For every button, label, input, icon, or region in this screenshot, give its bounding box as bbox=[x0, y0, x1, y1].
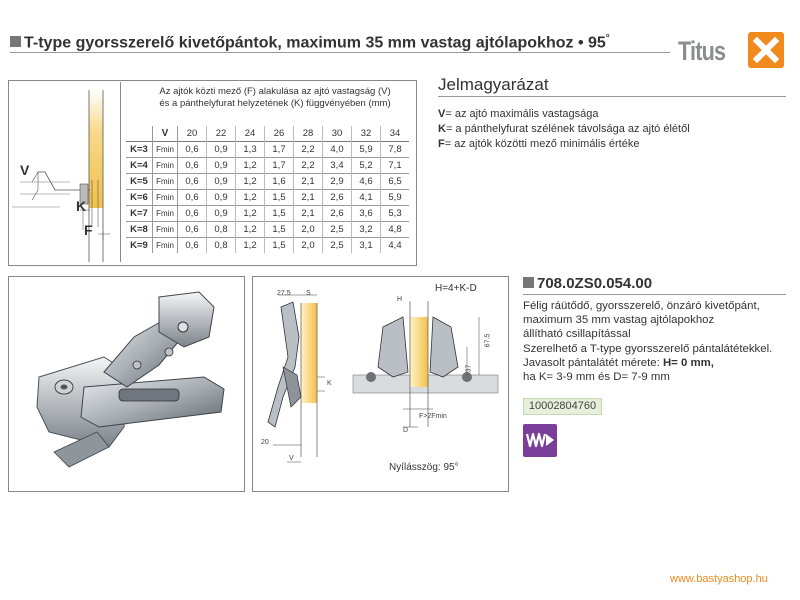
titus-x-icon bbox=[748, 32, 784, 68]
legend-item-v: V= az ajtó maximális vastagsága bbox=[438, 108, 599, 120]
f-label: F bbox=[84, 222, 93, 238]
legend-title: Jelmagyarázat bbox=[438, 75, 549, 94]
footer-url[interactable]: www.bastyashop.hu bbox=[670, 573, 768, 585]
product-code: 708.0ZS0.054.00 bbox=[523, 275, 652, 292]
titus-logo: Titus bbox=[678, 36, 726, 66]
product-description: Félig ráütődő, gyorsszerelő, önzáró kivetőpánt, maximum 35 mm vastag ajtólapokhoz állítható csillapítással Szerelhető a T-type gyorsszerelő pántalátétekkel. Javasolt pántalátét mérete: H= 0 mm, ha K= 3-9 mm és D= 7-9 mm bbox=[523, 300, 773, 384]
legend-item-f: F= az ajtók közötti mező minimális értéke bbox=[438, 138, 640, 150]
dimension-table bbox=[126, 126, 409, 253]
table-note: Az ajtók közti mező (F) alakulása az ajtó vastagság (V) és a pánthelyfurat helyzetének (K) függvényében (mm) bbox=[159, 86, 391, 109]
legend-divider bbox=[438, 96, 786, 97]
table-row: K=6 Fmin 0,6 0,9 1,2 1,5 2,1 2,6 4,1 5,9 bbox=[126, 190, 409, 206]
table-row: K=8 Fmin 0,6 0,8 1,2 1,5 2,0 2,5 3,2 4,8 bbox=[126, 222, 409, 238]
formula-label: H=4+K-D bbox=[435, 283, 477, 294]
code-square-icon bbox=[523, 277, 534, 288]
page-title: T-type gyorsszerelő kivetőpántok, maximum 35 mm vastag ajtólapokhoz • 95° bbox=[10, 33, 610, 52]
k-label: K bbox=[76, 198, 87, 214]
opening-angle: Nyílásszög: 95° bbox=[389, 462, 459, 473]
hinge-photo bbox=[8, 276, 245, 492]
table-row: K=7 Fmin 0,6 0,9 1,2 1,5 2,1 2,6 3,6 5,3 bbox=[126, 206, 409, 222]
v-header: V bbox=[153, 126, 178, 142]
title-square-icon bbox=[10, 36, 21, 47]
table-row: K=4 Fmin 0,6 0,9 1,2 1,7 2,2 3,4 5,2 7,1 bbox=[126, 158, 409, 174]
v-label: V bbox=[20, 162, 30, 178]
article-number: 10002804760 bbox=[523, 398, 602, 415]
table-row: K=9 Fmin 0,6 0,8 1,2 1,5 2,0 2,5 3,1 4,4 bbox=[126, 238, 409, 254]
table-row: K=5 Fmin 0,6 0,9 1,2 1,6 2,1 2,9 4,6 6,5 bbox=[126, 174, 409, 190]
technical-drawing: H=4+K-D 27.5 S K 20 V H 67.5 37 F>2Fmin D Nyílásszög: 95° bbox=[252, 276, 509, 492]
profile-diagram bbox=[10, 82, 121, 262]
table-row: K=3 Fmin 0,6 0,9 1,3 1,7 2,2 4,0 5,9 7,8 bbox=[126, 142, 409, 158]
legend-item-k: K= a pánthelyfurat szélének távolsága az ajtó élétől bbox=[438, 123, 690, 135]
title-divider bbox=[10, 52, 670, 53]
table-header-row: V 20 22 24 26 28 30 32 34 bbox=[126, 126, 409, 142]
soft-close-icon bbox=[523, 424, 557, 457]
product-divider bbox=[523, 294, 786, 295]
